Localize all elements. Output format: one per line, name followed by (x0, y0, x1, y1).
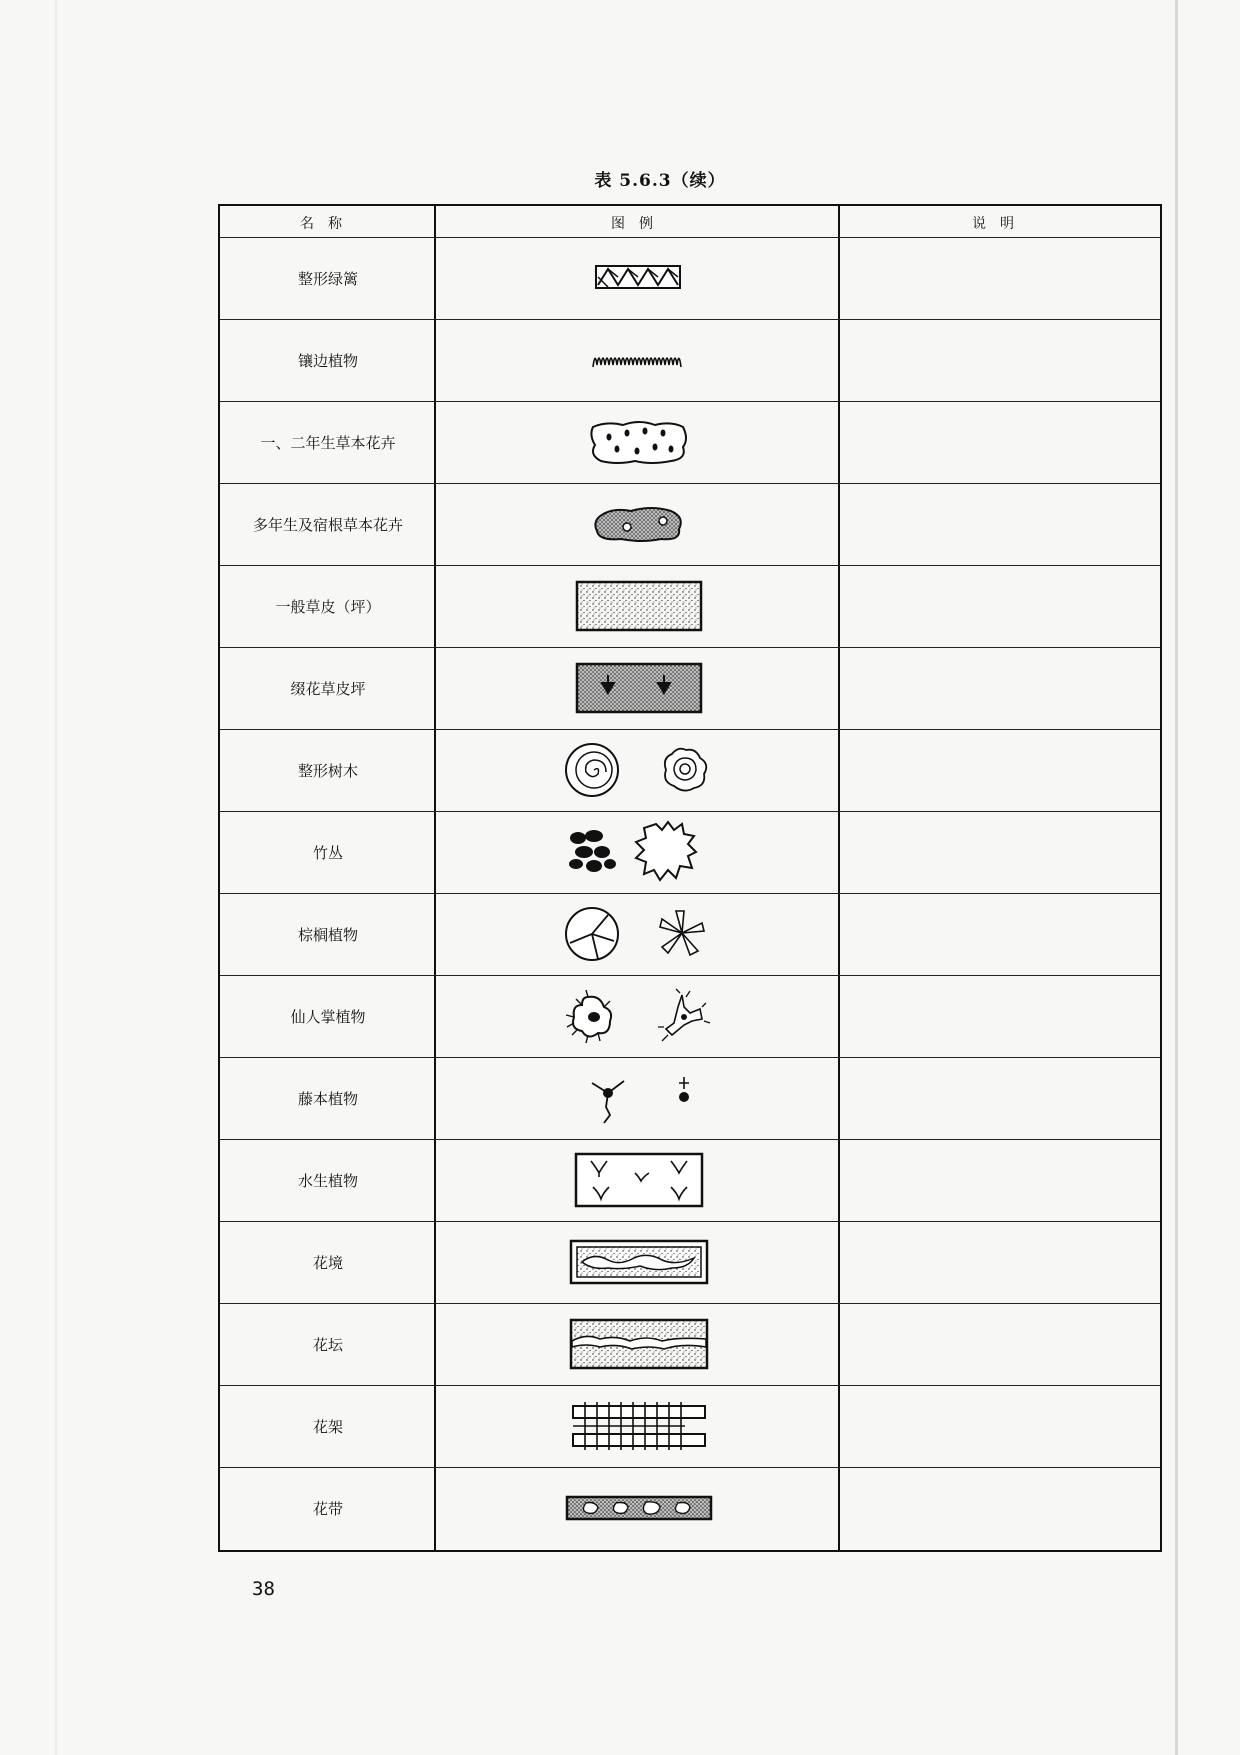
lawn-symbol-icon (438, 566, 840, 646)
flower-bed-symbol-icon (438, 1304, 840, 1384)
row-name: 缀花草皮坪 (290, 679, 366, 698)
row-name: 整形绿篱 (297, 269, 358, 288)
table-header-row (220, 206, 1160, 238)
row-note (842, 894, 1158, 974)
table-row (220, 730, 1160, 812)
row-name: 花境 (312, 1253, 343, 1272)
row-name: 花架 (312, 1417, 343, 1436)
scan-edge (55, 0, 57, 1755)
table-row (220, 812, 1160, 894)
page-number: 38 (252, 1578, 275, 1600)
row-note (842, 566, 1158, 646)
border-plant-symbol-icon (438, 320, 840, 400)
row-name: 仙人掌植物 (290, 1007, 366, 1026)
row-note (842, 402, 1158, 482)
row-name: 藤本植物 (297, 1089, 358, 1108)
table-row (220, 894, 1160, 976)
header-note: 说明 (972, 216, 1028, 232)
table-row (220, 402, 1160, 484)
table-row (220, 566, 1160, 648)
table-row (220, 1222, 1160, 1304)
table-title: 表 5.6.3（续） (594, 171, 726, 191)
scan-edge (1175, 0, 1178, 1755)
row-note (842, 320, 1158, 400)
pergola-symbol-icon (438, 1386, 840, 1466)
row-name: 棕榈植物 (297, 925, 358, 944)
vine-symbol-icon (438, 1058, 840, 1138)
table-row (220, 1386, 1160, 1468)
flower-border-symbol-icon (438, 1222, 840, 1302)
row-name: 花带 (312, 1499, 343, 1518)
cactus-symbol-icon (438, 976, 840, 1056)
row-note (842, 484, 1158, 564)
header-name: 名称 (300, 216, 356, 232)
row-note (842, 976, 1158, 1056)
header-symbol: 图例 (611, 216, 667, 232)
clipped-hedge-symbol-icon (438, 238, 840, 318)
table-row (220, 1058, 1160, 1140)
table-row (220, 1140, 1160, 1222)
row-note (842, 1140, 1158, 1220)
palm-symbol-icon (438, 894, 840, 974)
bamboo-grove-symbol-icon (438, 812, 840, 892)
flower-strip-symbol-icon (438, 1468, 840, 1548)
row-note (842, 1468, 1158, 1548)
row-name: 竹丛 (312, 843, 343, 862)
row-name: 一、二年生草本花卉 (260, 433, 396, 452)
table-row (220, 484, 1160, 566)
row-name: 一般草皮（坪） (275, 597, 381, 616)
row-name: 整形树木 (297, 761, 358, 780)
row-note (842, 730, 1158, 810)
row-note (842, 238, 1158, 318)
row-note (842, 648, 1158, 728)
row-name: 花坛 (312, 1335, 343, 1354)
table-row (220, 1468, 1160, 1550)
aquatic-plant-symbol-icon (438, 1140, 840, 1220)
table-row (220, 1304, 1160, 1386)
table-row (220, 976, 1160, 1058)
table-row (220, 648, 1160, 730)
row-note (842, 1222, 1158, 1302)
row-name: 水生植物 (297, 1171, 358, 1190)
table-row (220, 320, 1160, 402)
row-name: 镶边植物 (297, 351, 358, 370)
legend-table (218, 204, 1162, 1552)
table-row (220, 238, 1160, 320)
row-note (842, 1304, 1158, 1384)
topiary-tree-symbol-icon (438, 730, 840, 810)
flowered-lawn-symbol-icon (438, 648, 840, 728)
perennial-flower-symbol-icon (438, 484, 840, 564)
row-note (842, 1058, 1158, 1138)
row-note (842, 812, 1158, 892)
annual-biennial-flower-symbol-icon (438, 402, 840, 482)
row-name: 多年生及宿根草本花卉 (252, 515, 403, 534)
row-note (842, 1386, 1158, 1466)
